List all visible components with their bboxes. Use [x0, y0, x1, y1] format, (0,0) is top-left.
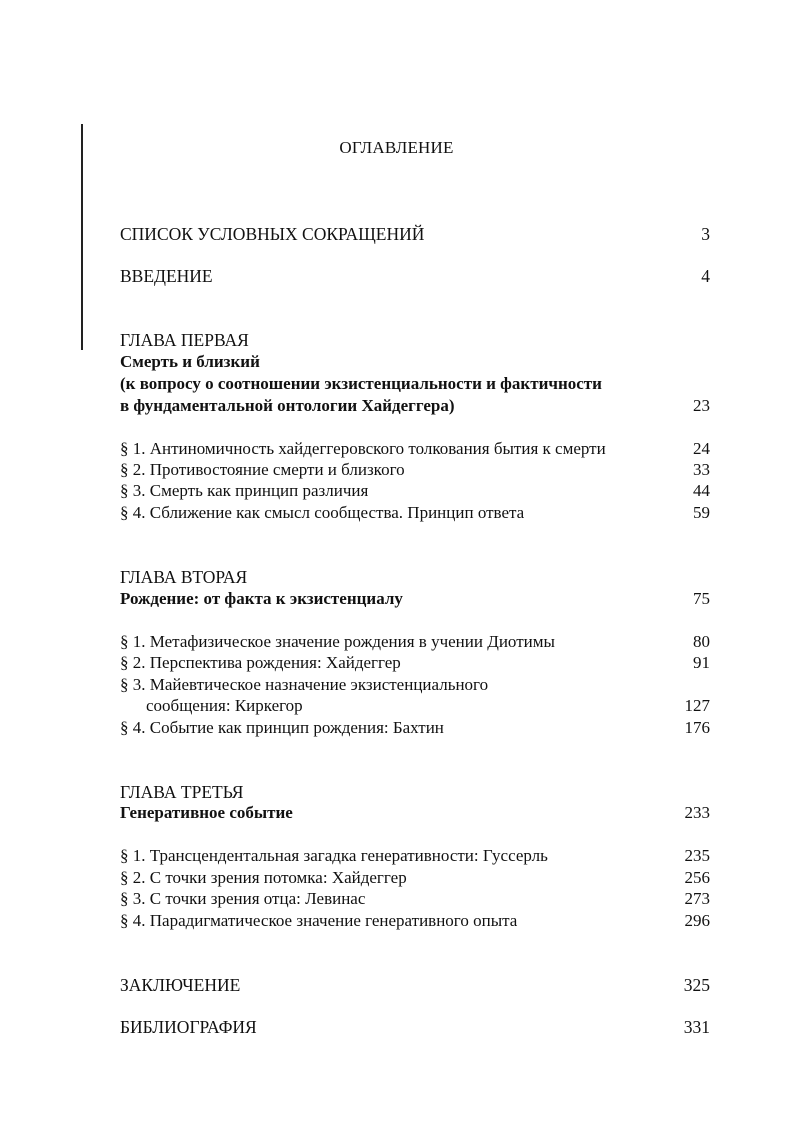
chapter-2-section: § 4. Событие как принцип рождения: Бахтин 176: [120, 718, 710, 737]
chapter-2-title: Рождение: от факта к экзистенциалу 75: [120, 589, 710, 608]
toc-entry-page: 4: [701, 266, 710, 286]
toc-entry-bibliography: [120, 1016, 710, 1038]
chapter-1-section: § 4. Сближение как смысл сообщества. Принцип ответа 59: [120, 503, 710, 522]
chapter-3-section: § 2. С точки зрения потомка: Хайдеггер 256: [120, 868, 710, 887]
toc-entry-page: 59: [693, 503, 710, 522]
chapter-2-section: § 2. Перспектива рождения: Хайдеггер 91: [120, 653, 710, 672]
chapter-3-section: § 3. С точки зрения отца: Левинас 273: [120, 889, 710, 908]
toc-entry-page: 331: [683, 1017, 710, 1037]
toc-entry-page: 80: [693, 632, 710, 651]
chapter-1-title-line-2: (к вопросу о соотношении экзистенциальности и фактичности: [120, 374, 602, 393]
chapter-2-section-continuation: сообщения: Киркегор 127: [146, 696, 710, 715]
toc-entry-page: 233: [684, 803, 710, 822]
toc-entry-page: 296: [684, 911, 710, 930]
toc-entry-text: СПИСОК УСЛОВНЫХ СОКРАЩЕНИЙ: [120, 224, 425, 244]
chapter-1-section: § 3. Смерть как принцип различия 44: [120, 481, 710, 500]
toc-entry-text: ЗАКЛЮЧЕНИЕ: [120, 975, 241, 995]
chapter-3-section: § 4. Парадигматическое значение генеративного опыта 296: [120, 911, 710, 930]
chapter-2-section: § 1. Метафизическое значение рождения в учении Диотимы 80: [120, 632, 710, 651]
chapter-1-title-line-3: в фундаментальной онтологии Хайдеггера) 23: [120, 396, 710, 415]
toc-entry-page: 33: [693, 460, 710, 479]
chapter-3-label: ГЛАВА ТРЕТЬЯ: [120, 782, 244, 802]
chapter-1-section: § 1. Антиномичность хайдеггеровского толкования бытия к смерти 24: [120, 439, 710, 458]
toc-entry-page: 91: [693, 653, 710, 672]
toc-entry-text: ВВЕДЕНИЕ: [120, 266, 213, 286]
toc-entry-page: 273: [684, 889, 710, 908]
toc-entry-page: 3: [701, 224, 710, 244]
toc-entry-abbreviations: [120, 223, 710, 245]
toc-entry-page: 127: [684, 696, 710, 715]
toc-entry-introduction: [120, 265, 710, 287]
chapter-3-title: Генеративное событие 233: [120, 803, 710, 822]
chapter-1-title-line-1: Смерть и близкий: [120, 352, 260, 371]
toc-entry-page: 325: [683, 975, 710, 995]
toc-entry-conclusion: [120, 974, 710, 996]
toc-entry-page: 256: [684, 868, 710, 887]
toc-title: ОГЛАВЛЕНИЕ: [339, 138, 454, 157]
toc-entry-text: БИБЛИОГРАФИЯ: [120, 1017, 257, 1037]
toc-entry-page: 23: [693, 396, 710, 415]
chapter-2-section: § 3. Майевтическое назначение экзистенциального: [120, 675, 489, 694]
chapter-2-label: ГЛАВА ВТОРАЯ: [120, 567, 248, 587]
toc-entry-page: 44: [693, 481, 710, 500]
toc-entry-page: 176: [684, 718, 710, 737]
chapter-1-section: § 2. Противостояние смерти и близкого 33: [120, 460, 710, 479]
chapter-1-label: ГЛАВА ПЕРВАЯ: [120, 330, 249, 350]
toc-entry-page: 75: [693, 589, 710, 608]
toc-entry-page: 235: [684, 846, 710, 865]
toc-entry-page: 24: [693, 439, 710, 458]
chapter-3-section: § 1. Трансцендентальная загадка генеративности: Гуссерль 235: [120, 846, 710, 865]
